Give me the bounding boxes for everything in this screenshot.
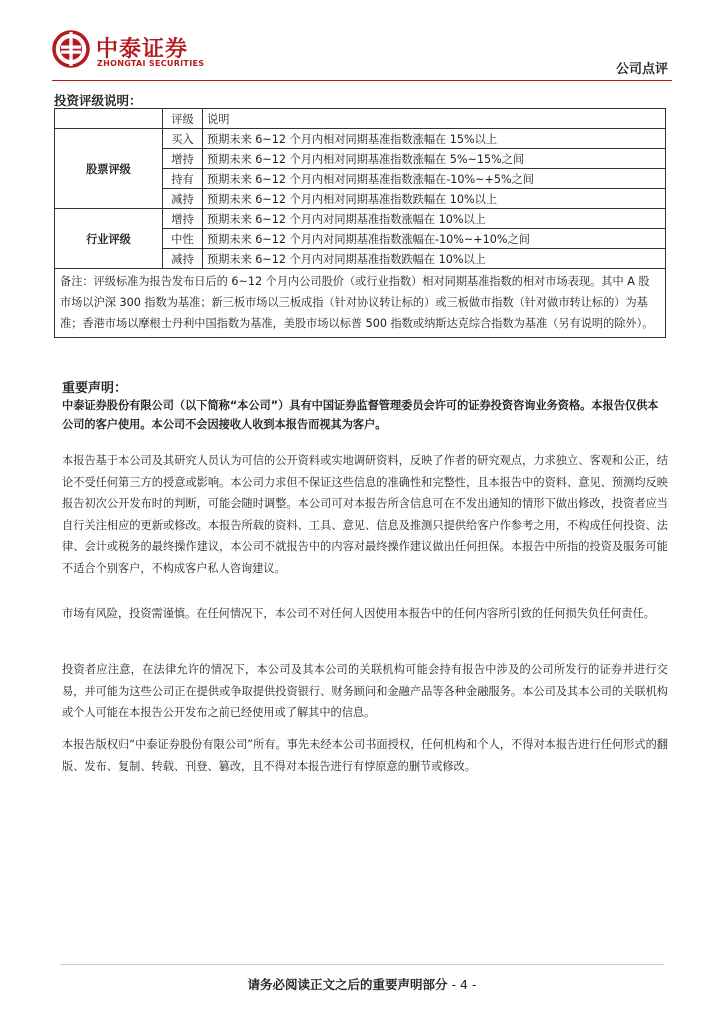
disclaimer-title: 重要声明： xyxy=(62,381,128,396)
rating-desc: 预期未来 6~12 个月内对同期基准指数涨幅在-10%~+10%之间 xyxy=(203,229,666,249)
rating-desc: 预期未来 6~12 个月内相对同期基准指数跌幅在 10%以上 xyxy=(203,189,666,209)
industry-rating-label: 行业评级 xyxy=(55,209,163,269)
disclaimer-paragraph: 本报告版权归“中泰证券股份有限公司”所有。事先未经本公司书面授权，任何机构和个人，不得对本报告进行任何形式的翻版、发布、复制、转载、刊登、篡改，且不得对本报告进行有悖原意的删节或修改。 xyxy=(62,738,668,773)
page-number: - 4 - xyxy=(451,977,477,992)
rating-level: 中性 xyxy=(163,229,203,249)
page-footer xyxy=(0,975,724,993)
disclaimer-paragraph: 本报告基于本公司及其研究人员认为可信的公开资料或实地调研资料，反映了作者的研究观点，力求独立、客观和公正，结论不受任何第三方的授意或影响。本公司力求但不保证这些信息的准确性和完整性，且本报告中的资料、意见、预测均反映报告初次公开发布时的判断，可能会随时调整。本公司可对本报告所含信息可在不发出通知的情形下做出修改，投资者应当自行关注相应的更新或修改。本报告所载的资料、工具、意见、信息及推测只提供给客户作参考之用，不构成任何投资、法律、会计或税务的最终操作建议，本公司不就报告中的内容对最终操作建议做出任何担保。本报告中所指的投资及服务可能不适合个别客户，不构成客户私人咨询建议。 xyxy=(62,454,668,575)
rating-desc: 预期未来 6~12 个月内对同期基准指数涨幅在 10%以上 xyxy=(203,209,666,229)
table-header-desc: 说明 xyxy=(203,109,666,129)
rating-desc: 预期未来 6~12 个月内相对同期基准指数涨幅在 5%~15%之间 xyxy=(203,149,666,169)
logo-text-cn: 中泰证券 xyxy=(96,37,189,62)
disclaimer-paragraph: 投资者应注意，在法律允许的情况下，本公司及其本公司的关联机构可能会持有报告中涉及的公司所发行的证券并进行交易，并可能为这些公司正在提供或争取提供投资银行、财务顾问和金融产品等各种金融服务。本公司及其本公司的关联机构或个人可能在本报告公开发布之前已经使用或了解其中的信息。 xyxy=(62,663,668,719)
header-divider xyxy=(52,80,672,81)
table-note-row xyxy=(55,269,666,338)
stock-rating-label: 股票评级 xyxy=(55,129,163,209)
rating-level: 增持 xyxy=(163,149,203,169)
rating-desc: 预期未来 6~12 个月内相对同期基准指数涨幅在 15%以上 xyxy=(203,129,666,149)
rating-level: 增持 xyxy=(163,209,203,229)
table-header-level: 评级 xyxy=(163,109,203,129)
table-header-blank xyxy=(55,109,163,129)
disclaimer-intro: 中泰证券股份有限公司（以下简称“本公司”）具有中国证券监督管理委员会许可的证券投资咨询业务资格。本报告仅供本公司的客户使用。本公司不会因接收人收到本报告而视其为客户。 xyxy=(62,399,659,431)
report-type-label: 公司点评 xyxy=(615,62,668,77)
rating-section-title: 投资评级说明： xyxy=(54,93,142,108)
footer-notice: 请务必阅读正文之后的重要声明部分 xyxy=(247,977,448,992)
rating-level: 减持 xyxy=(163,249,203,269)
company-logo xyxy=(52,30,222,72)
disclaimer-paragraph: 市场有风险，投资需谨慎。在任何情况下，本公司不对任何人因使用本报告中的任何内容所引致的任何损失负任何责任。 xyxy=(62,607,655,620)
logo-text-en: ZHONGTAI SECURITIES xyxy=(97,59,205,68)
rating-table xyxy=(54,108,666,338)
rating-note: 备注：评级标准为报告发布日后的 6~12 个月内公司股价（或行业指数）相对同期基准指数的相对市场表现。其中 A 股市场以沪深 300 指数为基准；新三板市场以三板成指（针对协议转让标的）或三板做市指数（针对做市转让标的）为基准；香港市场以摩根士丹利中国指数为基准，美股市场以标普 500 指数或纳斯达克综合指数为基准（另有说明的除外）。 xyxy=(55,269,666,338)
table-header-row xyxy=(55,109,666,129)
footer-divider xyxy=(60,964,664,965)
rating-level: 买入 xyxy=(163,129,203,149)
rating-level: 减持 xyxy=(163,189,203,209)
rating-desc: 预期未来 6~12 个月内对同期基准指数跌幅在 10%以上 xyxy=(203,249,666,269)
rating-level: 持有 xyxy=(163,169,203,189)
table-row xyxy=(55,209,666,229)
zhongtai-logo-icon xyxy=(52,30,90,68)
table-row xyxy=(55,129,666,149)
rating-desc: 预期未来 6~12 个月内相对同期基准指数涨幅在-10%~+5%之间 xyxy=(203,169,666,189)
